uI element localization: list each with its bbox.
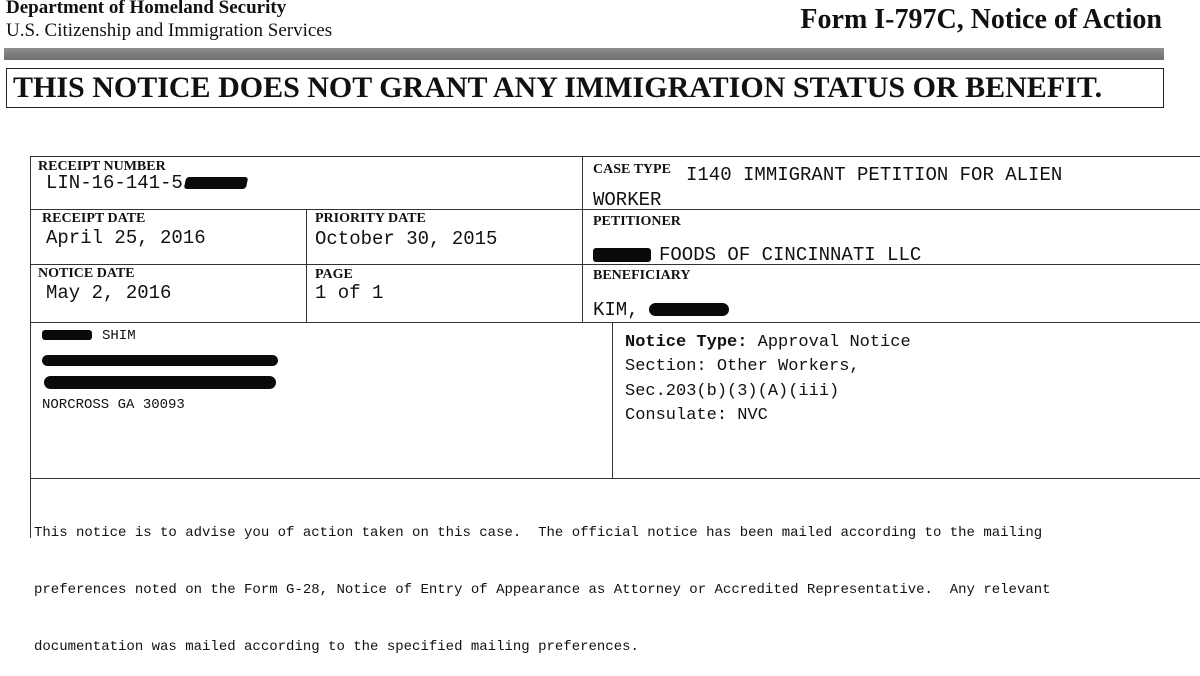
table-border-top: [30, 156, 1200, 157]
receipt-number-text: LIN-16-141-5: [46, 172, 183, 194]
recipient-city-line: NORCROSS GA 30093: [42, 397, 185, 413]
redaction-mark: [42, 330, 92, 340]
petitioner-label: PETITIONER: [593, 214, 681, 229]
redaction-mark: [42, 355, 278, 366]
receipt-number-label: RECEIPT NUMBER: [38, 159, 166, 174]
table-row-divider: [30, 478, 1200, 479]
table-column-divider: [582, 156, 583, 322]
recipient-address-line-2: [44, 375, 276, 391]
notice-date-value: May 2, 2016: [46, 282, 172, 304]
department-name: Department of Homeland Security: [6, 0, 287, 18]
petitioner-text: FOODS OF CINCINNATI LLC: [659, 244, 922, 266]
redaction-mark: [593, 248, 651, 262]
form-title: Form I-797C, Notice of Action: [800, 4, 1162, 35]
beneficiary-label: BENEFICIARY: [593, 268, 691, 283]
receipt-number-value: [46, 172, 247, 194]
priority-date-label: PRIORITY DATE: [315, 211, 426, 226]
page-label: PAGE: [315, 267, 353, 282]
consulate-line: Consulate: NVC: [625, 406, 768, 425]
agency-header: [6, 0, 332, 42]
notice-body-text: [34, 486, 1051, 676]
petitioner-value: [593, 244, 921, 266]
table-row-divider: [30, 322, 1200, 323]
section-line: Section: Other Workers,: [625, 357, 860, 376]
notice-body-line: documentation was mailed according to the specified mailing preferences.: [34, 639, 639, 655]
header-divider-bar: [4, 48, 1164, 60]
redaction-mark: [184, 177, 249, 189]
agency-name: U.S. Citizenship and Immigration Services: [6, 20, 333, 41]
page-value: 1 of 1: [315, 282, 384, 304]
priority-date-value: October 30, 2015: [315, 228, 498, 250]
table-column-divider: [306, 209, 307, 322]
section-code-line: Sec.203(b)(3)(A)(iii): [625, 382, 840, 401]
notice-date-label: NOTICE DATE: [38, 266, 135, 281]
case-type-value: I140 IMMIGRANT PETITION FOR ALIEN: [686, 164, 1063, 186]
redaction-mark: [649, 303, 729, 316]
recipient-name-line: [42, 328, 136, 344]
status-disclaimer-banner: THIS NOTICE DOES NOT GRANT ANY IMMIGRATION STATUS OR BENEFIT.: [6, 68, 1164, 108]
notice-type-label: Notice Type:: [625, 333, 748, 352]
case-type-label: CASE TYPE: [593, 162, 671, 177]
notice-body-line: preferences noted on the Form G-28, Notice of Entry of Appearance as Attorney or Accredited Representative. Any relevant: [34, 582, 1051, 598]
notice-type-value: Approval Notice: [757, 333, 911, 352]
notice-type-line: [625, 333, 911, 352]
table-border-left: [30, 156, 31, 538]
redaction-mark: [44, 376, 276, 389]
receipt-date-label: RECEIPT DATE: [42, 211, 146, 226]
beneficiary-value: [593, 299, 729, 321]
table-column-divider: [612, 322, 613, 478]
recipient-name-text: SHIM: [102, 328, 136, 344]
notice-body-line: This notice is to advise you of action taken on this case. The official notice has been mailed according to the mailing: [34, 525, 1043, 541]
receipt-date-value: April 25, 2016: [46, 227, 206, 249]
beneficiary-text: KIM,: [593, 299, 639, 321]
case-type-value-continued: WORKER: [593, 189, 662, 211]
recipient-address-line-1: [42, 353, 278, 369]
